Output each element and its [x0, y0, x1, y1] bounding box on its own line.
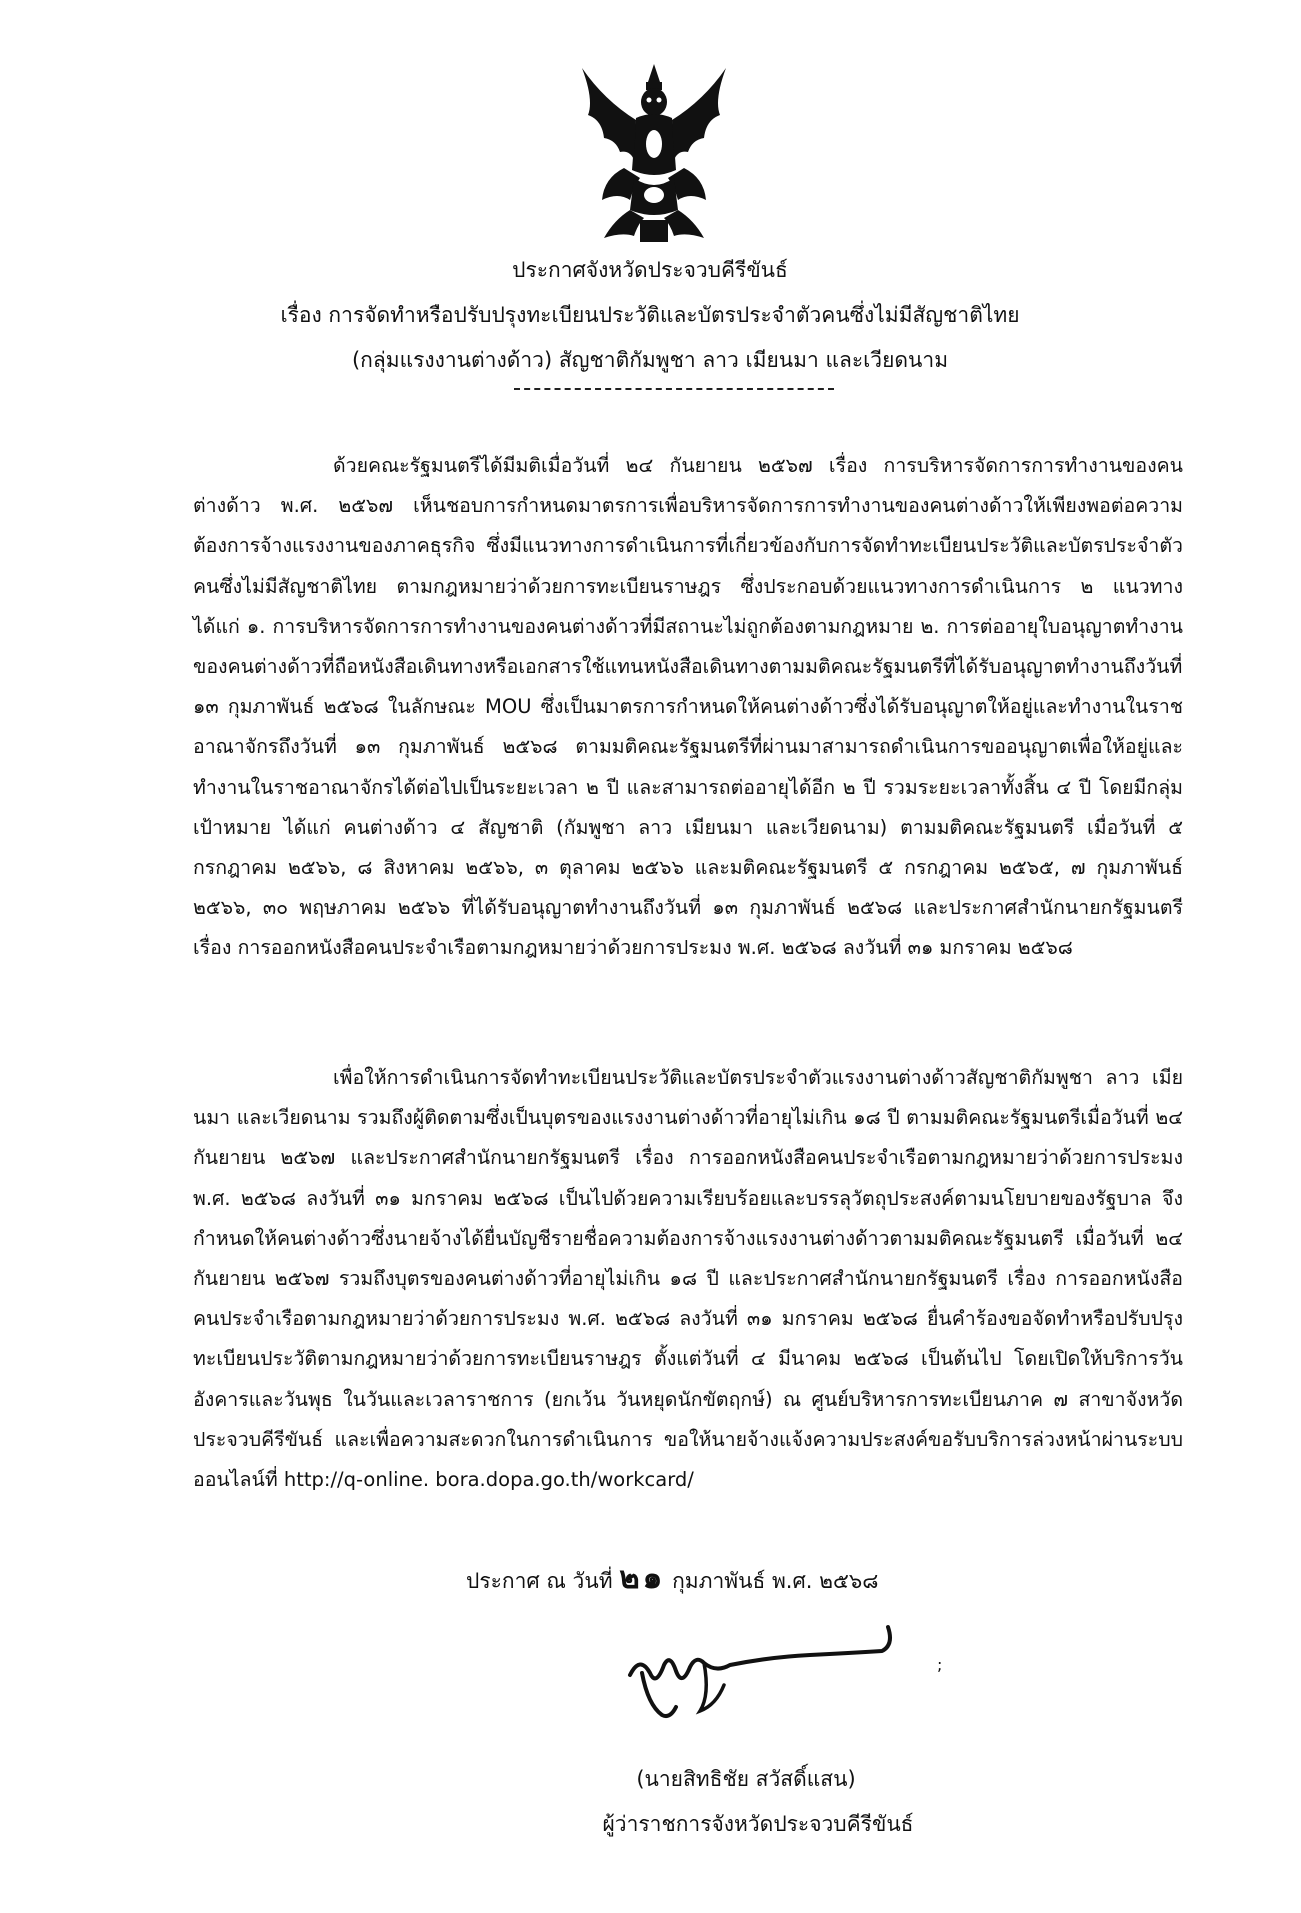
date-suffix: กุมภาพันธ์ พ.ศ. ๒๕๖๘: [672, 1569, 879, 1593]
subject-line: เรื่อง การจัดทำหรือปรับปรุงทะเบียนประวัติและบัตรประจำตัวคนซึ่งไม่มีสัญชาติไทย: [280, 303, 1020, 327]
signatory-name: (นายสิทธิชัย สวัสดิ์แสน): [636, 1767, 856, 1791]
garuda-emblem-icon: [574, 60, 734, 250]
date-day: ๒๑: [619, 1560, 666, 1596]
body-paragraph-2: เพื่อให้การดำเนินการจัดทำทะเบียนประวัติและบัตรประจำตัวแรงงานต่างด้าวสัญชาติกัมพูชา ลาว เมียนมา และเวียดนาม รวมถึงผู้ติดตามซึ่งเป็นบุตรของแรงงานต่างด้าวที่อายุไม่เกิน ๑๘ ปี ตามมติคณะรัฐมนตรีเมื่อวันที่ ๒๔ กันยายน ๒๕๖๗ และประกาศสำนักนายกรัฐมนตรี เรื่อง การออกหนังสือคนประจำเรือตามกฎหมายว่าด้วยการประมง พ.ศ. ๒๕๖๘ ลงวันที่ ๓๑ มกราคม ๒๕๖๘ เป็นไปด้วยความเรียบร้อยและบรรลุวัตถุประสงค์ตามนโยบายของรัฐบาล จึงกำหนดให้คนต่างด้าวซึ่งนายจ้างได้ยื่นบัญชีรายชื่อความต้องการจ้างแรงงานต่างด้าวตามมติคณะรัฐมนตรี เมื่อวันที่ ๒๔ กันยายน ๒๕๖๗ รวมถึงบุตรของคนต่างด้าวที่อายุไม่เกิน ๑๘ ปี และประกาศสำนักนายกรัฐมนตรี เรื่อง การออกหนังสือคนประจำเรือตามกฎหมายว่าด้วยการประมง พ.ศ. ๒๕๖๘ ลงวันที่ ๓๑ มกราคม ๒๕๖๘ ยื่นคำร้องขอจัดทำหรือปรับปรุงทะเบียนประวัติตามกฎหมายว่าด้วยการทะเบียนราษฎร ตั้งแต่วันที่ ๔ มีนาคม ๒๕๖๘ เป็นต้นไป โดยเปิดให้บริการวันอังคารและวันพุธ ในวันและเวลาราชการ (ยกเว้น วันหยุดนักขัตฤกษ์) ณ ศูนย์บริหารการทะเบียนภาค ๗ สาขาจังหวัดประจวบคีรีขันธ์ และเพื่อความสะดวกในการดำเนินการ ขอให้นายจ้างแจ้งความประสงค์ขอรับบริการล่วงหน้าผ่านระบบออนไลน์ที่ http://q-online. bora.dopa.go.th/workcard/: [193, 1066, 1183, 1492]
announcement-date: [466, 1552, 1066, 1602]
header-divider: [514, 388, 834, 390]
subject-line-continued: (กลุ่มแรงงานต่างด้าว) สัญชาติกัมพูชา ลาว เมียนมา และเวียดนาม: [351, 348, 949, 372]
announcement-title: ประกาศจังหวัดประจวบคีรีขันธ์: [512, 258, 788, 282]
handwritten-signature: [620, 1615, 900, 1735]
stray-mark: ;: [937, 1655, 943, 1674]
signatory-position: ผู้ว่าราชการจังหวัดประจวบคีรีขันธ์: [602, 1812, 914, 1836]
date-prefix: ประกาศ ณ วันที่: [466, 1569, 613, 1593]
body-paragraph-1: ด้วยคณะรัฐมนตรีได้มีมติเมื่อวันที่ ๒๔ กันยายน ๒๕๖๗ เรื่อง การบริหารจัดการการทำงานของคนต่างด้าว พ.ศ. ๒๕๖๗ เห็นชอบการกำหนดมาตรการเพื่อบริหารจัดการการทำงานของคนต่างด้าวให้เพียงพอต่อความต้องการจ้างแรงงานของภาคธุรกิจ ซึ่งมีแนวทางการดำเนินการที่เกี่ยวข้องกับการจัดทำทะเบียนประวัติและบัตรประจำตัวคนซึ่งไม่มีสัญชาติไทย ตามกฎหมายว่าด้วยการทะเบียนราษฎร ซึ่งประกอบด้วยแนวทางการดำเนินการ ๒ แนวทาง ได้แก่ ๑. การบริหารจัดการการทำงานของคนต่างด้าวที่มีสถานะไม่ถูกต้องตามกฎหมาย ๒. การต่ออายุใบอนุญาตทำงานของคนต่างด้าวที่ถือหนังสือเดินทางหรือเอกสารใช้แทนหนังสือเดินทางตามมติคณะรัฐมนตรีที่ได้รับอนุญาตทำงานถึงวันที่ ๑๓ กุมภาพันธ์ ๒๕๖๘ ในลักษณะ MOU ซึ่งเป็นมาตรการกำหนดให้คนต่างด้าวซึ่งได้รับอนุญาตให้อยู่และทำงานในราชอาณาจักรถึงวันที่ ๑๓ กุมภาพันธ์ ๒๕๖๘ ตามมติคณะรัฐมนตรีที่ผ่านมาสามารถดำเนินการขออนุญาตเพื่อให้อยู่และทำงานในราชอาณาจักรได้ต่อไปเป็นระยะเวลา ๒ ปี และสามารถต่ออายุได้อีก ๒ ปี รวมระยะเวลาทั้งสิ้น ๔ ปี โดยมีกลุ่มเป้าหมาย ได้แก่ คนต่างด้าว ๔ สัญชาติ (กัมพูชา ลาว เมียนมา และเวียดนาม) ตามมติคณะรัฐมนตรี เมื่อวันที่ ๕ กรกฎาคม ๒๕๖๖, ๘ สิงหาคม ๒๕๖๖, ๓ ตุลาคม ๒๕๖๖ และมติคณะรัฐมนตรี ๕ กรกฎาคม ๒๕๖๕, ๗ กุมภาพันธ์ ๒๕๖๖, ๓๐ พฤษภาคม ๒๕๖๖ ที่ได้รับอนุญาตทำงานถึงวันที่ ๑๓ กุมภาพันธ์ ๒๕๖๘ และประกาศสำนักนายกรัฐมนตรี เรื่อง การออกหนังสือคนประจำเรือตามกฎหมายว่าด้วยการประมง พ.ศ. ๒๕๖๘ ลงวันที่ ๓๑ มกราคม ๒๕๖๘: [193, 454, 1183, 960]
